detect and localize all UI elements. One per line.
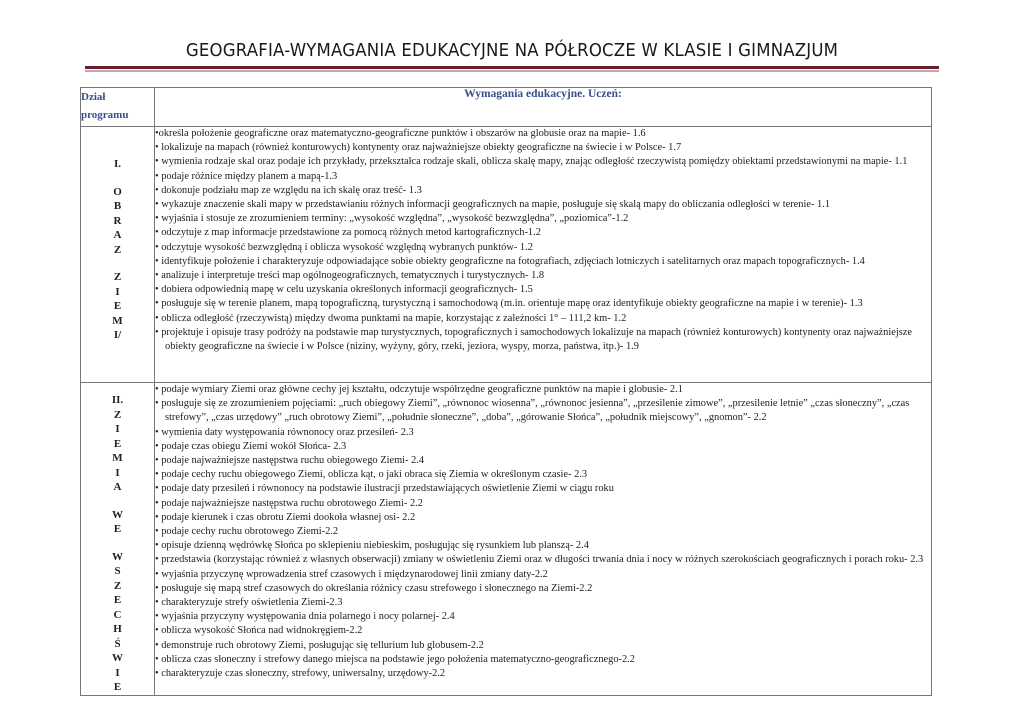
- list-item: • podaje różnice między planem a mapą-1.3: [155, 170, 338, 182]
- list-item: • charakteryzuje czas słoneczny, strefowy, uniwersalny, urzędowy-2.2: [155, 668, 446, 680]
- requirements-list: [155, 127, 931, 354]
- section-label-letter: C: [113, 608, 122, 621]
- section-label-letter: Z: [113, 243, 122, 256]
- section-label: [81, 127, 154, 343]
- list-item: • odczytuje wysokość bezwzględną i oblicza wysokość względną wybranych punktów- 1.2: [155, 241, 533, 253]
- header-dzial-line1: Dział: [81, 91, 106, 103]
- section-label-letter: W: [112, 508, 123, 521]
- list-item: • podaje daty przesileń i równonocy na podstawie ilustracji przedstawiających oświetlenie Ziemi w ciągu roku: [155, 483, 614, 495]
- section-label-letter: E: [113, 523, 122, 535]
- section-label-letter: E: [113, 300, 122, 312]
- list-item: • podaje najważniejsze następstwa ruchu obiegowego Ziemi- 2.4: [155, 455, 425, 467]
- section-label-letter: E: [113, 681, 122, 693]
- section-label-letter: Z: [113, 271, 122, 283]
- section-label-letter: W: [112, 652, 123, 664]
- document-title: GEOGRAFIA-WYMAGANIA EDUKACYJNE NA PÓŁROCZE W KLASIE I GIMNAZJUM: [185, 40, 839, 61]
- section-label-letter: M: [112, 314, 123, 327]
- list-item: • posługuje się mapą stref czasowych do określania różnicy czasu strefowego i słonecznego na Ziemi-2.2: [155, 582, 593, 594]
- section-label-letter: E: [113, 437, 122, 450]
- list-item: • wyjaśnia przyczynę wprowadzenia stref czasowych i międzynarodowej linii zmiany daty-2.2: [155, 568, 548, 580]
- list-item: • podaje cechy ruchu obrotowego Ziemi-2.2: [155, 526, 339, 538]
- list-item: • dokonuje podziału map ze względu na ich skalę oraz treść- 1.3: [155, 184, 422, 196]
- list-item: • identyfikuje położenie i charakteryzuje odpowiadające sobie obiekty geograficzne na fotografiach, zdjęciach lotniczych i satelitarnych oraz mapach topograficznych- 1.4: [155, 255, 865, 267]
- list-item: • podaje wymiary Ziemi oraz główne cechy jej kształtu, odczytuje współrzędne geograficzne punktów na mapie i globusie- 2.1: [155, 384, 683, 395]
- section-label-letter: O: [113, 185, 122, 198]
- list-item: • oblicza wysokość Słońca nad widnokręgiem-2.2: [155, 625, 363, 637]
- section-label-letter: II.: [111, 394, 124, 406]
- header-dzial-programu: [81, 88, 155, 127]
- section-label-cell: [81, 127, 155, 383]
- section-label-letter: [81, 537, 154, 550]
- list-item: • wyjaśnia i stosuje ze zrozumieniem terminy: „wysokość względna”, „wysokość bezwzględna”, „poziomica”-1.2: [155, 213, 629, 225]
- section-label-letter: W: [112, 550, 123, 563]
- list-item: • analizuje i interpretuje treści map ogólnogeograficznych, tematycznych i turystycznych- 1.8: [155, 270, 545, 282]
- section-label-letter: I/: [113, 329, 122, 341]
- list-item: • wymienia rodzaje skal oraz podaje ich przykłady, przekształca rodzaje skali, oblicza skalę mapy, znając odległość rzeczywistą pomiędzy obiektami przedstawionymi na mapie- 1.1: [155, 156, 908, 168]
- list-item: • podaje cechy ruchu obiegowego Ziemi, oblicza kąt, o jaki obraca się Ziemia w określonym czasie- 2.3: [155, 469, 588, 481]
- section-label-cell: [81, 383, 155, 696]
- list-item: • demonstruje ruch obrotowy Ziemi, posługując się tellurium lub globusem-2.2: [155, 639, 484, 651]
- section-label-letter: B: [113, 200, 122, 212]
- section-label-letter: A: [113, 229, 122, 241]
- section-label-letter: I: [115, 285, 120, 298]
- section-label: [81, 383, 154, 695]
- section-label-letter: Ś: [114, 637, 121, 650]
- section-label-letter: A: [113, 481, 122, 493]
- requirements-list: [155, 383, 931, 681]
- list-item: •określa położenie geograficzne oraz matematyczno-geograficzne punktów i obszarów na globusie oraz na mapie- 1.6: [155, 128, 646, 139]
- section-label-letter: I: [115, 666, 120, 679]
- list-item: • oblicza czas słoneczny i strefowy danego miejsca na podstawie jego położenia matematyczno-geograficznego-2.2: [155, 653, 635, 665]
- list-item: • przedstawia (korzystając również z własnych obserwacji) zmiany w oświetleniu Ziemi oraz w długości trwania dnia i nocy w różnych szerokościach geograficznych i porach roku- 2.3: [155, 554, 924, 566]
- list-item: • posługuje się ze zrozumieniem pojęciami: „ruch obiegowy Ziemi”, „równonoc wiosenna”, „równonoc jesienna”, „przesilenie zimowe”, „przesilenie letnie” „czas słoneczny”, „czas strefowy”, „czas urzędowy” „ruch obrotowy Ziemi”, „południe słoneczne”, „doba”, „górowanie Słońca”, „południk miejscowy”, „gnomon”- 2.2: [155, 398, 910, 424]
- list-item: • lokalizuje na mapach (również konturowych) kontynenty oraz najważniejsze obiekty geograficzne na świecie i w Polsce- 1.7: [155, 142, 682, 154]
- list-item: • podaje najważniejsze następstwa ruchu obrotowego Ziemi- 2.2: [155, 497, 423, 509]
- section-label-letter: I.: [113, 158, 122, 170]
- section-label-letter: [81, 495, 154, 508]
- requirements-cell: [155, 383, 932, 696]
- table-row: [81, 383, 932, 696]
- list-item: • wykazuje znaczenie skali mapy w przedstawianiu różnych informacji geograficznych na mapie, posługuje się skalą mapy do obliczania odległości w terenie- 1.1: [155, 199, 831, 211]
- section-label-letter: I: [115, 466, 120, 479]
- section-label-letter: Z: [113, 408, 122, 421]
- section-label-letter: R: [113, 214, 122, 227]
- section-label-letter: [81, 172, 154, 185]
- list-item: • wyjaśnia przyczyny występowania dnia polarnego i nocy polarnej- 2.4: [155, 611, 455, 623]
- section-label-letter: M: [112, 452, 123, 464]
- list-item: • opisuje dzienną wędrówkę Słońca po sklepieniu niebieskim, posługując się rysunkiem lub planszą- 2.4: [155, 540, 589, 552]
- title-underline-light: [85, 70, 939, 72]
- section-label-letter: S: [114, 565, 121, 577]
- requirements-cell: [155, 127, 932, 383]
- requirements-table: [80, 87, 932, 696]
- header-wymagania: Wymagania edukacyjne. Uczeń:: [155, 88, 932, 127]
- list-item: • posługuje się w terenie planem, mapą topograficzną, turystyczną i samochodową (m.in. orientuje mapę oraz identyfikuje obiekty geograficzne na mapie i w terenie)- 1.3: [155, 298, 863, 310]
- list-item: • projektuje i opisuje trasy podróży na podstawie map turystycznych, topograficznych i samochodowych lokalizuje na mapach (również konturowych) kontynenty oraz najważniejsze obiekty geograficzne na świecie i w Polsce (niziny, wyżyny, góry, rzeki, jeziora, wyspy, morza, państwa, itp.)- 1.9: [155, 326, 913, 353]
- section-label-letter: [81, 257, 154, 270]
- list-item: • oblicza odległość (rzeczywistą) między dwoma punktami na mapie, korzystając z zależności 1° – 111,2 km- 1.2: [155, 312, 627, 324]
- list-item: • wymienia daty występowania równonocy oraz przesileń- 2.3: [155, 426, 414, 438]
- header-dzial-line2: programu: [81, 109, 129, 121]
- list-item: • podaje kierunek i czas obrotu Ziemi dookoła własnej osi- 2.2: [155, 511, 416, 523]
- section-label-letter: H: [113, 623, 122, 635]
- list-item: • podaje czas obiegu Ziemi wokół Słońca- 2.3: [155, 440, 347, 452]
- table-header-row: [81, 88, 932, 127]
- section-label-letter: Z: [113, 579, 122, 592]
- list-item: • dobiera odpowiednią mapę w celu uzyskania określonych informacji geograficznych- 1.5: [155, 284, 533, 296]
- section-label-letter: E: [113, 594, 122, 606]
- section-label-letter: I: [115, 423, 120, 435]
- list-item: • charakteryzuje strefy oświetlenia Ziemi-2.3: [155, 597, 343, 609]
- table-row: [81, 127, 932, 383]
- title-underline-dark: [85, 66, 939, 69]
- list-item: • odczytuje z map informacje przedstawione za pomocą różnych metod kartograficznych-1.2: [155, 227, 541, 239]
